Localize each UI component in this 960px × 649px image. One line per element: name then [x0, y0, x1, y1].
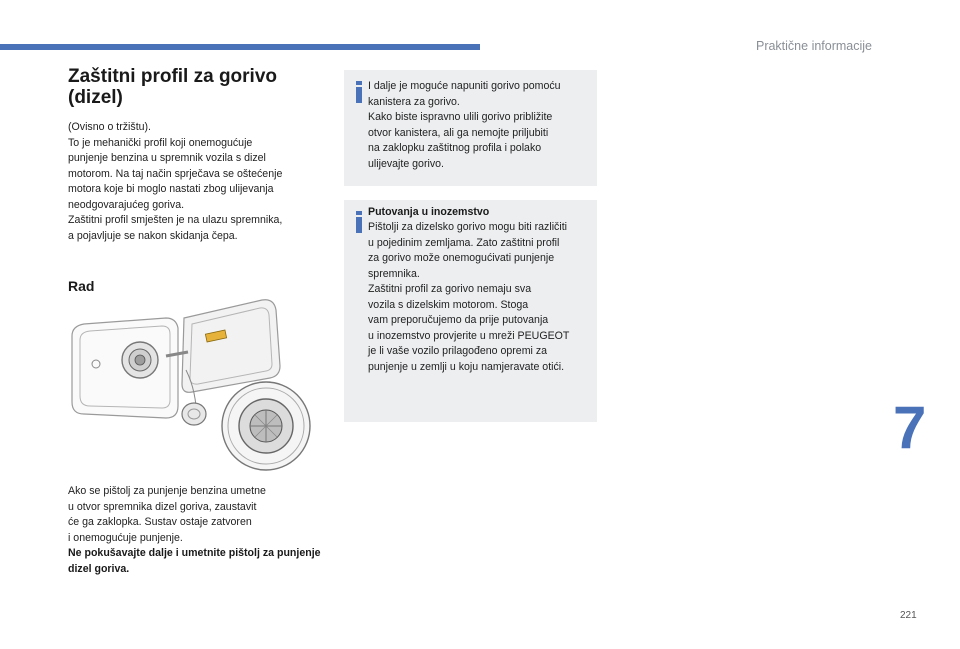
info-box-canister — [344, 70, 597, 186]
info-box-canister-text: I dalje je moguće napuniti gorivo pomoću kanistera za gorivo. Kako biste ispravno ulili gorivo približite otvor kanistera, ali ga nemojte priljubiti na zaklopku zaštitnog profila i polako ulijevajte gorivo. — [368, 80, 561, 170]
page-number: 221 — [900, 610, 917, 621]
page-title: Zaštitni profil za gorivo (dizel) — [68, 66, 278, 108]
info-box-travel-text: Pištolji za dizelsko gorivo mogu biti različiti u pojedinim zemljama. Zato zaštitni profil za gorivo može onemogućivati punjenje spremnika. Zaštitni profil za gorivo nemaju sva vozila s dizelskim motorom. Stoga vam preporučujemo da prije putovanja u inozemstvo provjerite u mreži PEUGEOT je li vaše vozilo prilagođeno opremi za punjenje u zemlji u koju namjeravate otići. — [368, 221, 570, 373]
intro-paragraph: (Ovisno o tržištu). To je mehanički profil koji onemogućuje punjenje benzina u spremnik vozila s dizel motorom. Na taj način sprječava se oštećenje motora koje bi moglo nastati zbog ulijevanja neodgovarajućeg goriva. Zaštitni profil smješten je na ulazu spremnika, a pojavljuje se nakon skidanja čepa. — [68, 121, 283, 242]
chapter-number: 7 — [893, 394, 927, 461]
info-icon — [354, 81, 364, 103]
header-accent-bar — [0, 44, 480, 50]
info-box-travel — [344, 200, 597, 422]
fuel-filler-illustration — [66, 296, 328, 472]
section-title: Praktične informacije — [755, 39, 872, 53]
subtitle-operation: Rad — [68, 278, 95, 294]
info-box-travel-title: Putovanja u inozemstvo — [368, 206, 490, 218]
operation-warning: Ne pokušavajte dalje i umetnite pištolj za punjenje dizel goriva. — [68, 547, 321, 575]
info-icon — [354, 211, 364, 233]
operation-paragraph: Ako se pištolj za punjenje benzina umetne u otvor spremnika dizel goriva, zaustavit će ga zaklopka. Sustav ostaje zatvoren i onemogućuje punjenje. — [68, 485, 266, 544]
